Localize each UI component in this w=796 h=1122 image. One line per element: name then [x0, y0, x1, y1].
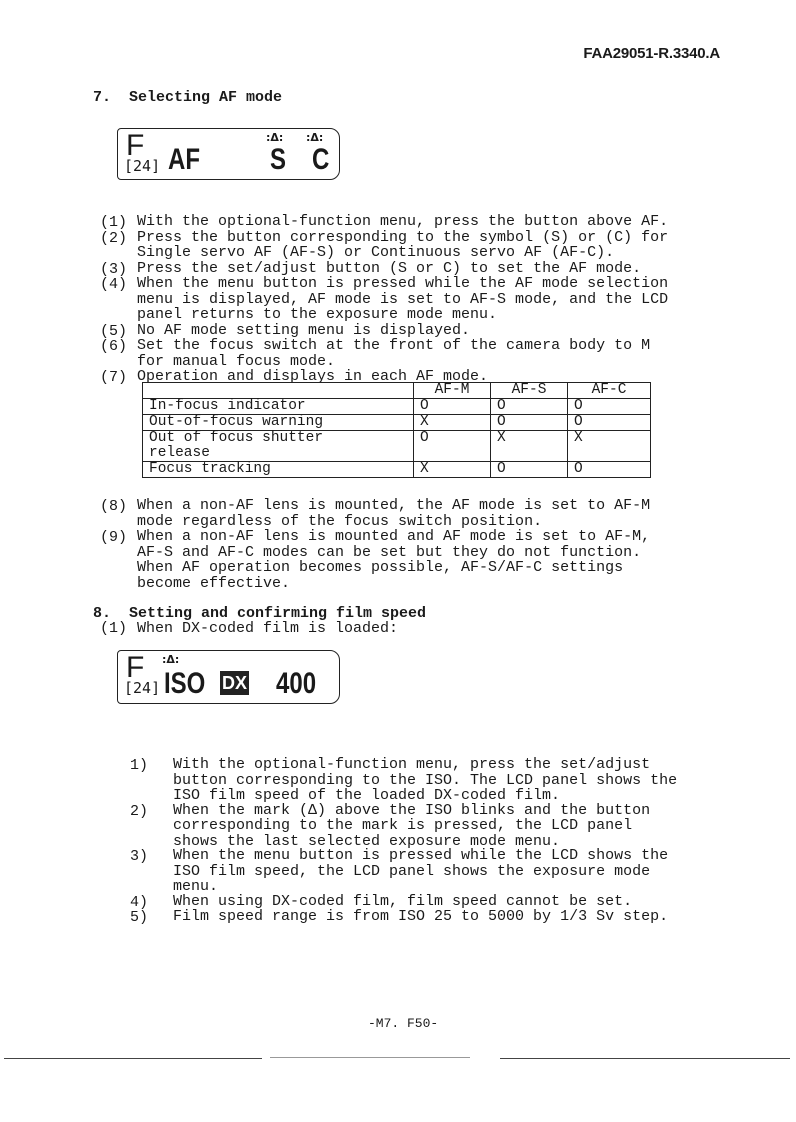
table-header-cell	[143, 383, 414, 399]
list-item	[130, 894, 750, 910]
table-row	[143, 399, 651, 415]
list-item-line: When the menu button is pressed while the LCD shows the	[173, 847, 669, 865]
list-item-number: (6)	[100, 338, 128, 355]
list-item-line: Press the button corresponding to the symbol (S) or (C) for	[137, 228, 669, 246]
focus-mark-icon: :Δ:	[162, 653, 180, 666]
list-item-line: Set the focus switch at the front of the camera body to M	[137, 337, 651, 354]
list-item-line: AF-S and AF-C modes can be set but they do not function.	[137, 543, 642, 561]
focus-mark-icon: :Δ:	[266, 131, 284, 144]
lcd-s-label: S	[270, 143, 287, 176]
list-item-line: Single servo AF (AF-S) or Continuous servo AF (AF-C).	[137, 244, 615, 261]
list-item	[100, 214, 740, 230]
table-cell: X	[568, 431, 651, 462]
list-item-line: No AF mode setting menu is displayed.	[137, 321, 471, 339]
table-cell: X	[414, 462, 491, 478]
af-mode-table	[142, 382, 651, 478]
lcd-f-label: F	[126, 129, 145, 162]
table-cell: O	[414, 399, 491, 415]
list-item-line: mode regardless of the focus switch position.	[137, 512, 543, 530]
table-row-label-line: Focus tracking	[149, 461, 271, 477]
section-8-heading: 8. Setting and confirming film speed	[93, 605, 427, 622]
table-row-label	[143, 462, 414, 478]
table-cell: O	[491, 415, 568, 431]
list-item-number: (5)	[100, 322, 128, 340]
list-item-number: (8)	[100, 498, 128, 515]
list-item	[100, 323, 740, 339]
document-id: FAA29051-R.3340.A	[583, 45, 720, 62]
list-item-number: 2)	[130, 802, 149, 820]
table-row	[143, 431, 651, 462]
list-item-number: 1)	[130, 757, 149, 774]
list-item	[130, 848, 750, 895]
list-item	[100, 498, 740, 529]
list-item	[100, 230, 740, 261]
table-cell: O	[491, 399, 568, 415]
list-item-line: ISO film speed of the loaded DX-coded film.	[173, 787, 561, 804]
table-row-label	[143, 431, 414, 462]
table-header-row	[143, 383, 651, 399]
list-item-line: Film speed range is from ISO 25 to 5000 by 1/3 Sv step.	[173, 908, 669, 925]
table-cell: O	[568, 399, 651, 415]
af-mode-lcd-display	[117, 128, 340, 180]
table-cell: O	[568, 415, 651, 431]
lcd-c-label: C	[312, 143, 330, 176]
list-item-number: 4)	[130, 893, 149, 911]
list-item	[100, 338, 740, 369]
table-cell: X	[414, 415, 491, 431]
list-item-line: corresponding to the mark is pressed, the LCD panel	[173, 817, 633, 835]
list-item-number: (9)	[100, 529, 128, 546]
lcd-iso-value: 400	[276, 667, 317, 700]
list-item	[130, 803, 750, 850]
list-item-line: When using DX-coded film, film speed cannot be set.	[173, 892, 633, 910]
table-row-label	[143, 415, 414, 431]
table-cell: O	[414, 431, 491, 462]
table-header-cell: AF-C	[568, 383, 651, 399]
section-7-heading: 7. Selecting AF mode	[93, 89, 283, 106]
divider	[270, 1057, 470, 1058]
table-cell: X	[491, 431, 568, 462]
table-cell: O	[568, 462, 651, 478]
list-item-number: (1)	[100, 214, 128, 231]
list-item-number: (3)	[100, 260, 128, 278]
table-row-label-line: release	[149, 445, 210, 461]
list-item-line: When the menu button is pressed while the AF mode selection	[137, 275, 669, 292]
list-item-line: When the mark (Δ) above the ISO blinks and the button	[173, 801, 651, 819]
table-header-cell: AF-M	[414, 383, 491, 399]
list-item-number: (2)	[100, 229, 128, 247]
table-row-label-line: Out-of-focus warning	[149, 414, 324, 430]
list-item-line: become effective.	[137, 574, 291, 592]
list-item-number: (4)	[100, 276, 128, 293]
table-row-label-line: Out of focus shutter	[149, 430, 324, 446]
list-item-line: for manual focus mode.	[137, 352, 336, 370]
list-item	[100, 529, 740, 591]
list-item-line: Press the set/adjust button (S or C) to set the AF mode.	[137, 259, 642, 277]
film-speed-lcd-display	[117, 650, 340, 704]
focus-mark-icon: :Δ:	[306, 131, 324, 144]
table-cell: O	[491, 462, 568, 478]
list-item-line: ISO film speed, the LCD panel shows the exposure mode	[173, 862, 651, 880]
lcd-frame-counter: [24]	[124, 679, 161, 697]
page-footer: -M7. F50-	[368, 1016, 439, 1031]
list-item	[130, 909, 750, 925]
lcd-f-label: F	[126, 651, 145, 684]
list-item	[100, 261, 740, 277]
list-item-line: When a non-AF lens is mounted and AF mode is set to AF-M,	[137, 528, 651, 545]
lcd-frame-counter: [24]	[124, 157, 161, 175]
section-8-intro-number: (1)	[100, 620, 128, 637]
list-item	[100, 276, 740, 323]
table-row-label	[143, 399, 414, 415]
list-item-line: With the optional-function menu, press the button above AF.	[137, 213, 669, 230]
list-item-line: With the optional-function menu, press the set/adjust	[173, 756, 651, 773]
list-item	[130, 757, 750, 804]
table-row-label-line: In-focus indicator	[149, 398, 306, 414]
divider	[4, 1058, 262, 1059]
list-item-line: When AF operation becomes possible, AF-S/AF-C settings	[137, 559, 624, 576]
list-item-number: 3)	[130, 848, 149, 866]
table-header-cell: AF-S	[491, 383, 568, 399]
list-item-line: panel returns to the exposure mode menu.	[137, 306, 498, 323]
list-item-line: button corresponding to the ISO. The LCD panel shows the	[173, 771, 678, 789]
list-item-line: menu.	[173, 878, 219, 896]
list-item-number: (7)	[100, 369, 128, 386]
section-8-intro: When DX-coded film is loaded:	[137, 620, 399, 637]
lcd-dx-badge: DX	[222, 673, 248, 693]
divider	[500, 1058, 790, 1059]
list-item-line: When a non-AF lens is mounted, the AF mode is set to AF-M	[137, 497, 651, 514]
lcd-af-label: AF	[168, 143, 200, 176]
table-row	[143, 462, 651, 478]
list-item-line: Operation and displays in each AF mode.	[137, 368, 489, 385]
list-item-line: menu is displayed, AF mode is set to AF-S mode, and the LCD	[137, 290, 669, 308]
list-item-number: 5)	[130, 909, 149, 926]
table-row	[143, 415, 651, 431]
lcd-iso-label: ISO	[164, 667, 206, 700]
list-item-line: shows the last selected exposure mode menu.	[173, 832, 561, 850]
